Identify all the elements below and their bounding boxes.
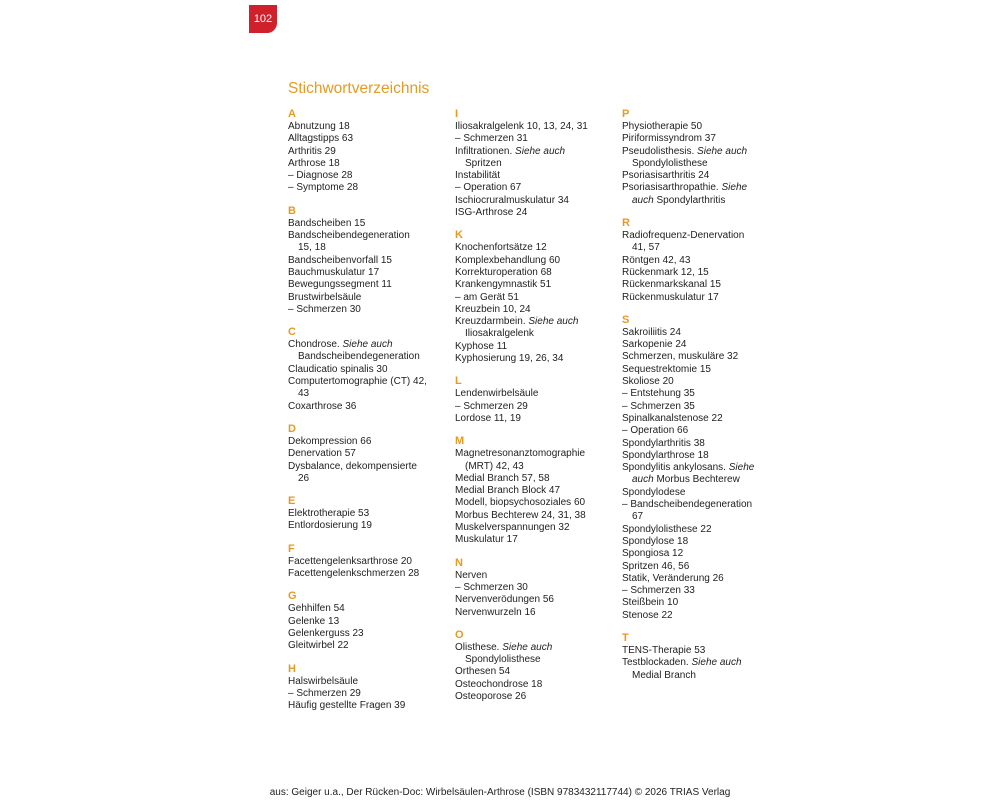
index-entry bbox=[455, 448, 615, 473]
entry-text: Häufig gestellte Fragen 39 bbox=[288, 700, 406, 712]
index-entry bbox=[622, 364, 782, 376]
index-entry bbox=[455, 242, 615, 254]
entry-text: Physiotherapie 50 bbox=[622, 121, 703, 132]
index-entry bbox=[288, 568, 448, 580]
entry-text: Lordose 11, 19 bbox=[455, 412, 521, 424]
index-column-2 bbox=[455, 108, 615, 713]
index-entry bbox=[288, 461, 448, 486]
entry-text: Kreuzdarmbein. bbox=[455, 316, 529, 328]
entry-text: – Schmerzen 29 bbox=[288, 687, 361, 699]
entry-text: Abnutzung 18 bbox=[288, 121, 350, 132]
index-entry bbox=[455, 413, 615, 425]
letter-heading: A bbox=[288, 108, 296, 120]
index-column-1 bbox=[288, 108, 448, 722]
entry-text: Spritzen 46, 56 bbox=[622, 560, 690, 572]
index-entry-continuation bbox=[622, 474, 782, 486]
entry-text: Testblockaden. bbox=[622, 657, 692, 669]
index-entry bbox=[622, 279, 782, 291]
entry-text: Gelenkerguss 23 bbox=[288, 627, 364, 639]
index-entry bbox=[622, 267, 782, 279]
entry-text: – Operation 67 bbox=[455, 182, 522, 194]
index-entry-continuation bbox=[288, 351, 448, 363]
letter-group bbox=[288, 326, 448, 413]
index-entry-continuation bbox=[622, 670, 782, 682]
index-entry bbox=[455, 691, 615, 703]
entry-text: Bandscheibenvorfall 15 bbox=[288, 254, 392, 266]
entry-text: Entlordosierung 19 bbox=[288, 520, 372, 532]
entry-text: Nervenverödungen 56 bbox=[455, 594, 554, 606]
entry-text: – Operation 66 bbox=[622, 425, 689, 437]
index-entry-continuation bbox=[455, 461, 615, 473]
entry-text: Kyphosierung 19, 26, 34 bbox=[455, 353, 564, 365]
entry-text: – Schmerzen 35 bbox=[622, 400, 695, 412]
index-entry bbox=[622, 597, 782, 609]
entry-text: Halswirbelsäule bbox=[288, 675, 359, 687]
entry-text: Stenose 22 bbox=[622, 609, 673, 621]
entry-text: 67 bbox=[632, 511, 644, 523]
index-entry bbox=[455, 267, 615, 279]
letter-heading: O bbox=[455, 628, 464, 641]
entry-text: Spondylolisthese bbox=[465, 654, 541, 666]
entry-text: Radiofrequenz-Denervation bbox=[622, 230, 745, 242]
entry-text: 15, 18 bbox=[298, 242, 326, 254]
index-entry bbox=[455, 133, 615, 145]
entry-text: Sakroiliitis 24 bbox=[622, 326, 681, 338]
entry-text: Rückenmuskulatur 17 bbox=[622, 291, 719, 303]
index-entry bbox=[288, 292, 448, 304]
letter-heading: L bbox=[455, 375, 462, 388]
index-entry bbox=[455, 170, 615, 182]
index-entry bbox=[455, 497, 615, 509]
entry-text: Instabilität bbox=[455, 170, 501, 182]
index-entry bbox=[288, 158, 448, 170]
index-entry-continuation bbox=[455, 328, 615, 340]
index-entry bbox=[288, 520, 448, 532]
index-entry bbox=[455, 679, 615, 691]
entry-text: – Entstehung 35 bbox=[622, 388, 695, 400]
letter-group bbox=[288, 590, 448, 652]
entry-text: Lendenwirbelsäule bbox=[455, 388, 539, 400]
index-entry bbox=[455, 522, 615, 534]
letter-group bbox=[288, 423, 448, 485]
entry-text: TENS-Therapie 53 bbox=[622, 644, 706, 656]
index-entry-continuation bbox=[622, 158, 782, 170]
letter-group bbox=[455, 557, 615, 619]
index-entry bbox=[288, 556, 448, 568]
entry-text: Bewegungssegment 11 bbox=[288, 279, 392, 291]
entry-text: Psoriasisarthritis 24 bbox=[622, 170, 710, 182]
entry-text: Spondylose 18 bbox=[622, 535, 689, 547]
entry-text: – Schmerzen 30 bbox=[288, 303, 361, 315]
entry-text: Medial Branch Block 47 bbox=[455, 485, 561, 497]
entry-text: Denervation 57 bbox=[288, 448, 356, 460]
index-entry-continuation bbox=[288, 473, 448, 485]
index-entry bbox=[455, 570, 615, 582]
cross-reference-text: Siehe bbox=[728, 462, 755, 474]
entry-text: Arthritis 29 bbox=[288, 145, 336, 157]
index-entry bbox=[622, 230, 782, 255]
entry-text: Schmerzen, muskuläre 32 bbox=[622, 351, 739, 363]
index-entry bbox=[288, 218, 448, 230]
entry-text: Bandscheiben 15 bbox=[288, 217, 366, 229]
entry-text: Iliosakralgelenk bbox=[465, 328, 534, 340]
entry-text: – Symptome 28 bbox=[288, 182, 359, 194]
entry-text: Spritzen bbox=[465, 157, 502, 169]
entry-text: Spondylarthrose 18 bbox=[622, 449, 709, 461]
index-entry bbox=[288, 364, 448, 376]
entry-text: Bauchmuskulatur 17 bbox=[288, 266, 380, 278]
letter-group bbox=[455, 108, 615, 219]
index-entry bbox=[622, 327, 782, 339]
cross-reference-text: Siehe bbox=[721, 182, 748, 194]
entry-text: Ischiocruralmuskulatur 34 bbox=[455, 194, 569, 206]
letter-heading: B bbox=[288, 204, 296, 217]
index-entry bbox=[622, 524, 782, 536]
letter-group bbox=[288, 495, 448, 533]
index-entry bbox=[288, 628, 448, 640]
index-entry-continuation bbox=[622, 195, 782, 207]
index-entry bbox=[455, 401, 615, 413]
index-entry bbox=[288, 133, 448, 145]
index-entry bbox=[622, 536, 782, 548]
index-entry bbox=[455, 642, 615, 667]
entry-text: Arthrose 18 bbox=[288, 157, 340, 169]
entry-text: Osteochondrose 18 bbox=[455, 678, 543, 690]
cross-reference-text: Siehe auch bbox=[515, 145, 566, 157]
index-entry bbox=[622, 610, 782, 622]
index-entry bbox=[455, 582, 615, 594]
entry-text: Korrekturoperation 68 bbox=[455, 266, 552, 278]
index-entry bbox=[455, 279, 615, 291]
index-entry-continuation bbox=[622, 242, 782, 254]
index-entry-continuation bbox=[288, 242, 448, 254]
cross-reference-text: Siehe auch bbox=[502, 641, 553, 653]
entry-text: Rückenmarkskanal 15 bbox=[622, 279, 721, 291]
entry-text: Rückenmark 12, 15 bbox=[622, 266, 709, 278]
entry-text: Statik, Veränderung 26 bbox=[622, 572, 724, 584]
entry-text: Computertomographie (CT) 42, bbox=[288, 376, 427, 388]
index-entry bbox=[622, 413, 782, 425]
entry-text: Morbus Bechterew 24, 31, 38 bbox=[455, 509, 586, 521]
index-entry bbox=[622, 425, 782, 437]
entry-text: Spondylolisthese bbox=[632, 157, 708, 169]
letter-group bbox=[455, 375, 615, 425]
entry-text: (MRT) 42, 43 bbox=[465, 460, 524, 472]
index-entry bbox=[622, 255, 782, 267]
entry-text: Modell, biopsychosoziales 60 bbox=[455, 497, 586, 509]
entry-text: Sarkopenie 24 bbox=[622, 339, 687, 351]
index-entry bbox=[622, 182, 782, 207]
entry-text: Nervenwurzeln 16 bbox=[455, 606, 536, 618]
index-entry bbox=[455, 121, 615, 133]
index-entry bbox=[455, 304, 615, 316]
entry-text: Medial Branch 57, 58 bbox=[455, 472, 550, 484]
index-entry bbox=[622, 462, 782, 487]
entry-text: Muskelverspannungen 32 bbox=[455, 522, 570, 534]
index-entry bbox=[622, 401, 782, 413]
entry-text: Psoriasisarthropathie. bbox=[622, 182, 722, 194]
entry-text: Knochenfortsätze 12 bbox=[455, 242, 547, 254]
entry-text: Olisthese. bbox=[455, 641, 503, 653]
index-entry bbox=[288, 436, 448, 448]
page-title: Stichwortverzeichnis bbox=[288, 80, 430, 97]
index-entry bbox=[622, 292, 782, 304]
letter-heading: R bbox=[622, 217, 630, 230]
letter-group bbox=[288, 108, 448, 195]
index-entry bbox=[455, 146, 615, 171]
index-entry bbox=[455, 594, 615, 606]
index-entry bbox=[288, 255, 448, 267]
entry-text: Sequestrektomie 15 bbox=[622, 363, 711, 375]
entry-text: Spinalkanalstenose 22 bbox=[622, 412, 723, 424]
cross-reference-text: Siehe auch bbox=[528, 316, 579, 328]
letter-group bbox=[288, 663, 448, 713]
index-entry bbox=[288, 640, 448, 652]
entry-text: Dekompression 66 bbox=[288, 435, 372, 447]
entry-text: Coxarthrose 36 bbox=[288, 400, 357, 412]
index-entry bbox=[455, 607, 615, 619]
entry-text: Komplexbehandlung 60 bbox=[455, 254, 561, 266]
index-entry bbox=[455, 534, 615, 546]
index-entry bbox=[622, 548, 782, 560]
letter-heading: I bbox=[455, 108, 459, 120]
letter-group bbox=[455, 435, 615, 546]
entry-text: Facettengelenkschmerzen 28 bbox=[288, 568, 420, 580]
page-number-badge: 102 bbox=[249, 5, 277, 33]
index-entry-continuation bbox=[288, 388, 448, 400]
letter-heading: T bbox=[622, 631, 629, 644]
index-entry bbox=[455, 316, 615, 341]
entry-text: Gelenke 13 bbox=[288, 615, 340, 627]
entry-text: 26 bbox=[298, 472, 310, 484]
letter-heading: H bbox=[288, 662, 296, 675]
letter-group bbox=[288, 205, 448, 316]
index-entry bbox=[622, 561, 782, 573]
index-entry bbox=[622, 146, 782, 171]
index-entry bbox=[288, 304, 448, 316]
entry-text: Gleitwirbel 22 bbox=[288, 640, 349, 652]
index-entry bbox=[622, 351, 782, 363]
entry-text: Magnetresonanztomographie bbox=[455, 448, 586, 460]
index-entry bbox=[622, 388, 782, 400]
index-entry bbox=[622, 487, 782, 499]
entry-text: Spondylitis ankylosans. bbox=[622, 462, 729, 474]
index-entry bbox=[622, 585, 782, 597]
index-entry bbox=[455, 182, 615, 194]
letter-group bbox=[288, 543, 448, 581]
index-entry bbox=[288, 182, 448, 194]
entry-text: Spongiosa 12 bbox=[622, 548, 684, 560]
entry-text: – Schmerzen 31 bbox=[455, 133, 528, 145]
index-entry bbox=[622, 657, 782, 682]
index-entry bbox=[622, 376, 782, 388]
cross-reference-text: Siehe auch bbox=[342, 339, 393, 351]
index-entry bbox=[455, 388, 615, 400]
index-entry bbox=[288, 279, 448, 291]
index-entry bbox=[288, 688, 448, 700]
letter-group bbox=[622, 108, 782, 207]
index-entry bbox=[288, 616, 448, 628]
entry-text: Infiltrationen. bbox=[455, 145, 516, 157]
index-entry bbox=[455, 195, 615, 207]
entry-text: Medial Branch bbox=[632, 669, 696, 681]
entry-text: 41, 57 bbox=[632, 242, 660, 254]
index-entry bbox=[288, 170, 448, 182]
entry-text: Brustwirbelsäule bbox=[288, 291, 362, 303]
entry-text: Spondylarthritis 38 bbox=[622, 437, 705, 449]
entry-text: Orthesen 54 bbox=[455, 666, 511, 678]
entry-text: – Diagnose 28 bbox=[288, 170, 353, 182]
index-entry bbox=[288, 603, 448, 615]
cross-reference-text: Siehe auch bbox=[697, 145, 748, 157]
entry-text: Krankengymnastik 51 bbox=[455, 279, 552, 291]
index-entry-continuation bbox=[455, 654, 615, 666]
index-entry bbox=[288, 376, 448, 401]
letter-group bbox=[455, 629, 615, 703]
entry-text: Chondrose. bbox=[288, 339, 343, 351]
index-entry bbox=[288, 267, 448, 279]
index-entry bbox=[288, 339, 448, 364]
index-entry bbox=[622, 121, 782, 133]
index-entry bbox=[288, 146, 448, 158]
index-entry bbox=[622, 170, 782, 182]
entry-text: ISG-Arthrose 24 bbox=[455, 207, 528, 219]
entry-text: Alltagstipps 63 bbox=[288, 133, 354, 145]
letter-heading: P bbox=[622, 108, 630, 120]
letter-heading: E bbox=[288, 495, 296, 508]
entry-text: Kyphose 11 bbox=[455, 340, 508, 352]
cross-reference-text: auch bbox=[632, 194, 654, 206]
index-entry bbox=[622, 339, 782, 351]
index-entry bbox=[622, 438, 782, 450]
entry-text: Spondylodese bbox=[622, 486, 686, 498]
index-entry-continuation bbox=[622, 511, 782, 523]
footer-credit: aus: Geiger u.a., Der Rücken-Doc: Wirbelsäulen-Arthrose (ISBN 9783432117744) © 2026 TRIAS Verlag bbox=[269, 787, 731, 798]
index-entry bbox=[455, 666, 615, 678]
entry-text: – Bandscheibendegeneration bbox=[622, 499, 753, 511]
index-entry bbox=[455, 207, 615, 219]
entry-text: Facettengelenksarthrose 20 bbox=[288, 555, 412, 567]
entry-text: – Schmerzen 33 bbox=[622, 585, 695, 597]
index-entry bbox=[288, 700, 448, 712]
entry-text: – Schmerzen 29 bbox=[455, 400, 528, 412]
entry-text: Dysbalance, dekompensierte bbox=[288, 460, 417, 472]
entry-text: Gehhilfen 54 bbox=[288, 603, 345, 615]
index-entry bbox=[455, 485, 615, 497]
entry-text: 43 bbox=[298, 388, 310, 400]
index-entry bbox=[622, 133, 782, 145]
index-entry bbox=[622, 573, 782, 585]
entry-text: Iliosakralgelenk 10, 13, 24, 31 bbox=[455, 121, 588, 132]
letter-heading: M bbox=[455, 435, 465, 448]
index-entry bbox=[622, 499, 782, 524]
index-entry bbox=[455, 353, 615, 365]
index-column-3 bbox=[622, 108, 782, 692]
index-entry bbox=[288, 230, 448, 255]
entry-text: Spondylarthritis bbox=[656, 194, 726, 206]
entry-text: Steißbein 10 bbox=[622, 597, 679, 609]
letter-heading: G bbox=[288, 590, 297, 603]
cross-reference-text: Siehe auch bbox=[691, 657, 742, 669]
entry-text: – am Gerät 51 bbox=[455, 291, 519, 303]
index-entry bbox=[288, 508, 448, 520]
index-entry bbox=[622, 645, 782, 657]
letter-heading: D bbox=[288, 422, 296, 435]
entry-text: Nerven bbox=[455, 569, 488, 581]
letter-group bbox=[622, 314, 782, 622]
entry-text: Osteoporose 26 bbox=[455, 690, 527, 702]
letter-heading: S bbox=[622, 313, 630, 326]
index-entry bbox=[288, 401, 448, 413]
entry-text: Kreuzbein 10, 24 bbox=[455, 303, 531, 315]
entry-text: Piriformissyndrom 37 bbox=[622, 133, 716, 145]
entry-text: Morbus Bechterew bbox=[656, 474, 740, 486]
index-entry bbox=[455, 473, 615, 485]
letter-group bbox=[622, 632, 782, 682]
index-entry bbox=[288, 121, 448, 133]
letter-heading: C bbox=[288, 326, 296, 339]
entry-text: Claudicatio spinalis 30 bbox=[288, 363, 388, 375]
index-entry bbox=[455, 341, 615, 353]
entry-text: Skoliose 20 bbox=[622, 376, 674, 388]
entry-text: Bandscheibendegeneration bbox=[298, 351, 420, 363]
letter-group bbox=[455, 229, 615, 365]
letter-heading: F bbox=[288, 542, 295, 555]
index-entry bbox=[455, 510, 615, 522]
index-entry bbox=[288, 676, 448, 688]
index-entry bbox=[455, 255, 615, 267]
letter-group bbox=[622, 217, 782, 304]
entry-text: Spondylolisthese 22 bbox=[622, 523, 712, 535]
entry-text: Bandscheibendegeneration bbox=[288, 230, 410, 242]
index-entry bbox=[622, 450, 782, 462]
entry-text: Elektrotherapie 53 bbox=[288, 508, 370, 520]
index-entry-continuation bbox=[455, 158, 615, 170]
entry-text: Muskulatur 17 bbox=[455, 534, 518, 546]
index-entry bbox=[288, 448, 448, 460]
entry-text: Pseudolisthesis. bbox=[622, 145, 698, 157]
letter-heading: K bbox=[455, 229, 463, 242]
entry-text: Röntgen 42, 43 bbox=[622, 254, 691, 266]
entry-text: – Schmerzen 30 bbox=[455, 581, 528, 593]
letter-heading: N bbox=[455, 556, 463, 569]
cross-reference-text: auch bbox=[632, 474, 654, 486]
index-entry bbox=[455, 292, 615, 304]
